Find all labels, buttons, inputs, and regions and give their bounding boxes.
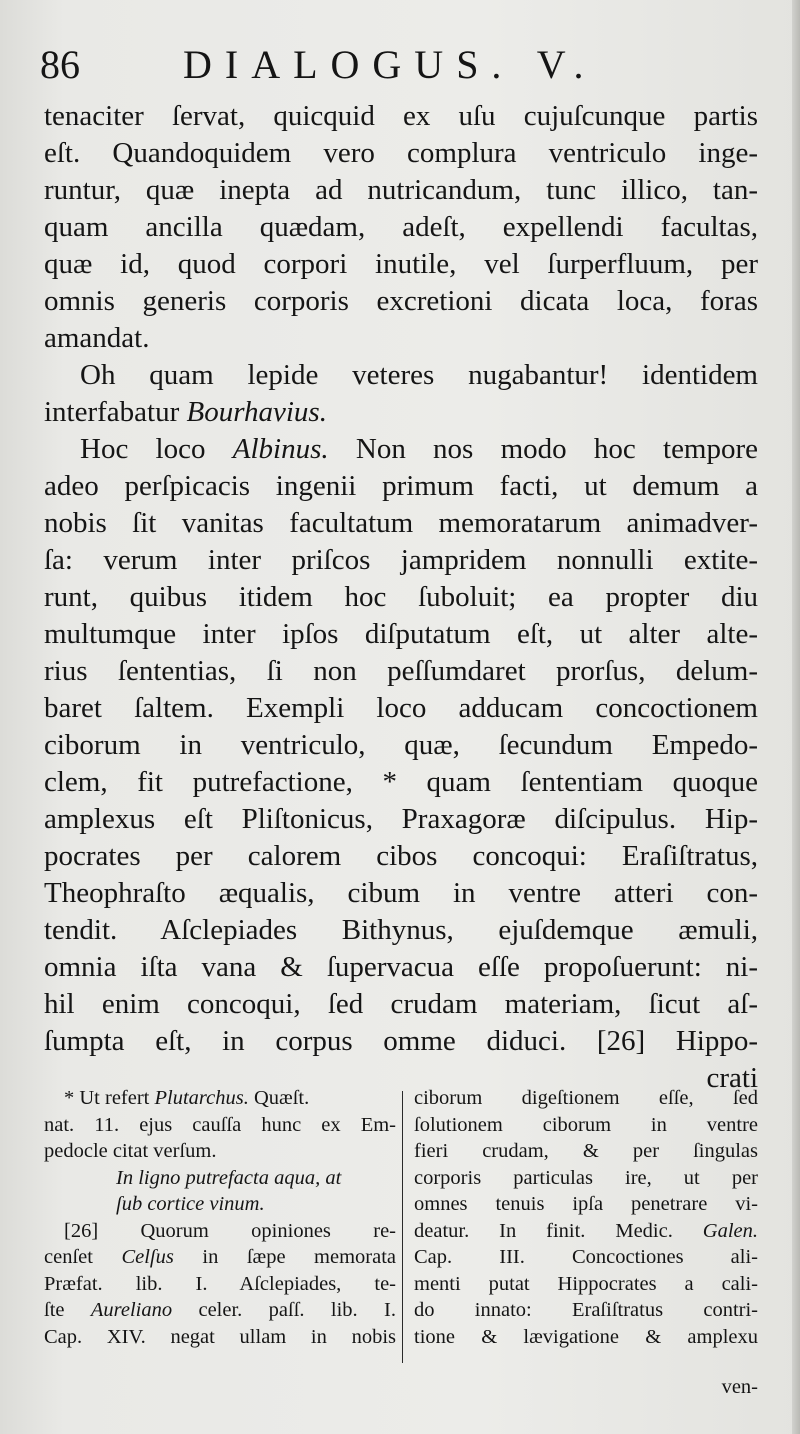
text-line: amandat.	[44, 322, 150, 354]
author-name: Celſus	[121, 1246, 174, 1268]
footnote-verse-line	[44, 1165, 396, 1192]
footnote-column-left	[44, 1085, 396, 1350]
text-fragment: cenſet	[44, 1246, 93, 1268]
footnote-line: [26] Quorum opiniones re-	[64, 1219, 396, 1242]
text-line: runtur, quæ inepta ad nutricandum, tunc illico, tan-	[44, 174, 758, 206]
verse: ſub cortice vinum.	[116, 1193, 265, 1215]
page-number: 86	[40, 42, 80, 87]
text-line: omnis generis corporis excretioni dicata loca, foras	[44, 285, 758, 317]
text-line: quæ id, quod corpori inutile, vel ſurperfluum, per	[44, 248, 758, 280]
text-line: crati	[706, 1062, 758, 1094]
footnote-line: fieri crudam, & per ſingulas	[414, 1140, 758, 1162]
speaker-name: Bourhavius.	[186, 396, 327, 428]
footnote-line: do innato: Eraſiſtratus contri-	[414, 1299, 758, 1321]
footnote-verse-line	[44, 1191, 396, 1218]
footnote-line: Cap. III. Concoctiones ali-	[414, 1246, 758, 1268]
text-line: amplexus eſt Pliſtonicus, Praxagoræ diſcipulus. Hip-	[44, 803, 758, 835]
text-line: nobis ſit vanitas facultatum memoratarum animadver-	[44, 507, 758, 539]
text-line: baret ſaltem. Exempli loco adducam concoctionem	[44, 692, 758, 724]
text-line: clem, fit putrefactione, * quam ſententiam quoque	[44, 766, 758, 798]
text-line: multumque inter ipſos diſputatum eſt, ut alter alte-	[44, 618, 758, 650]
page-header	[40, 40, 760, 90]
text-line: Oh quam lepide veteres nugabantur! identidem	[80, 359, 758, 391]
footnote-line: menti putat Hippocrates a cali-	[414, 1272, 758, 1295]
text-line: eſt. Quandoquidem vero complura ventriculo inge-	[44, 137, 758, 169]
text-fragment: Non nos modo hoc tempore	[355, 433, 759, 465]
text-line: adeo perſpicacis ingenii primum facti, ut demum a	[44, 470, 758, 502]
text-line: omnia iſta vana & ſupervacua eſſe propoſuerunt: ni-	[44, 951, 758, 983]
text-line: hil enim concoqui, ſed crudam materiam, ſicut aſ-	[44, 988, 758, 1020]
footnote-line: nat. 11. ejus cauſſa hunc ex Em-	[44, 1113, 396, 1136]
page-edge-shadow	[792, 0, 800, 1434]
text-line: tenaciter ſervat, quicquid ex uſu cujuſcunque partis	[44, 100, 758, 132]
text-line: ſa: verum inter priſcos jampridem nonnulli extite-	[44, 544, 758, 576]
text-fragment: in ſæpe memorata	[202, 1246, 397, 1268]
text-line: quam ancilla quædam, adeſt, expellendi facultas,	[44, 211, 758, 243]
footnote-line	[414, 1218, 758, 1245]
text-fragment: * Ut refert	[64, 1087, 150, 1109]
footnote-line: pedocle citat verſum.	[44, 1140, 217, 1162]
footnote-line: corporis particulas ire, ut per	[414, 1166, 758, 1189]
text-line: pocrates per calorem cibos concoqui: Eraſiſtratus,	[44, 840, 758, 872]
main-text	[44, 98, 758, 1097]
text-fragment: Hoc loco	[80, 433, 206, 465]
footnote-line: omnes tenuis ipſa penetrare vi-	[414, 1193, 758, 1215]
footnote-line: ſolutionem ciborum in ventre	[414, 1113, 758, 1136]
footnote-line: Præfat. lib. I. Aſclepiades, te-	[44, 1272, 396, 1295]
footnote-line	[44, 1297, 396, 1324]
text-line: ciborum in ventriculo, quæ, ſecundum Empedo-	[44, 729, 758, 761]
text-fragment: deatur. In finit. Medic.	[414, 1219, 673, 1242]
text-line: Theophraſto æqualis, cibum in ventre atteri con-	[44, 877, 758, 909]
speaker-name: Albinus.	[232, 433, 329, 465]
verse: In ligno putrefacta aqua, at	[116, 1166, 342, 1189]
text-fragment: celer. paſſ. lib. I.	[198, 1299, 396, 1321]
text-line: runt, quibus itidem hoc ſuboluit; ea propter diu	[44, 581, 758, 613]
author-name: Aureliano	[90, 1299, 173, 1321]
running-head: DIALOGUS. V.	[183, 42, 597, 87]
text-line: rius ſententias, ſi non peſſumdaret prorſus, delum-	[44, 655, 758, 687]
footnote-line: ciborum digeſtionem eſſe, ſed	[414, 1087, 758, 1109]
text-fragment: interfabatur	[44, 396, 180, 428]
text-line: ſumpta eſt, in corpus omme diduci. [26] Hippo-	[44, 1025, 758, 1057]
footnote-line: Cap. XIV. negat ullam in nobis	[44, 1325, 396, 1348]
footnote-line: tione & lævigatione & amplexu	[414, 1325, 758, 1348]
footnote-column-right	[414, 1085, 758, 1350]
text-line	[44, 431, 758, 468]
text-fragment: Quæſt.	[253, 1087, 310, 1109]
text-line: tendit. Aſclepiades Bithynus, ejuſdemque æmuli,	[44, 914, 758, 946]
footnotes	[44, 1085, 758, 1369]
text-line	[44, 394, 758, 431]
footnote-line	[44, 1085, 396, 1112]
author-name: Galen.	[702, 1219, 758, 1242]
author-name: Plutarchus.	[154, 1087, 249, 1109]
footnote-line	[44, 1244, 396, 1271]
text-fragment: ſte	[44, 1299, 65, 1321]
column-divider	[402, 1091, 403, 1363]
catchword: ven-	[721, 1376, 758, 1398]
